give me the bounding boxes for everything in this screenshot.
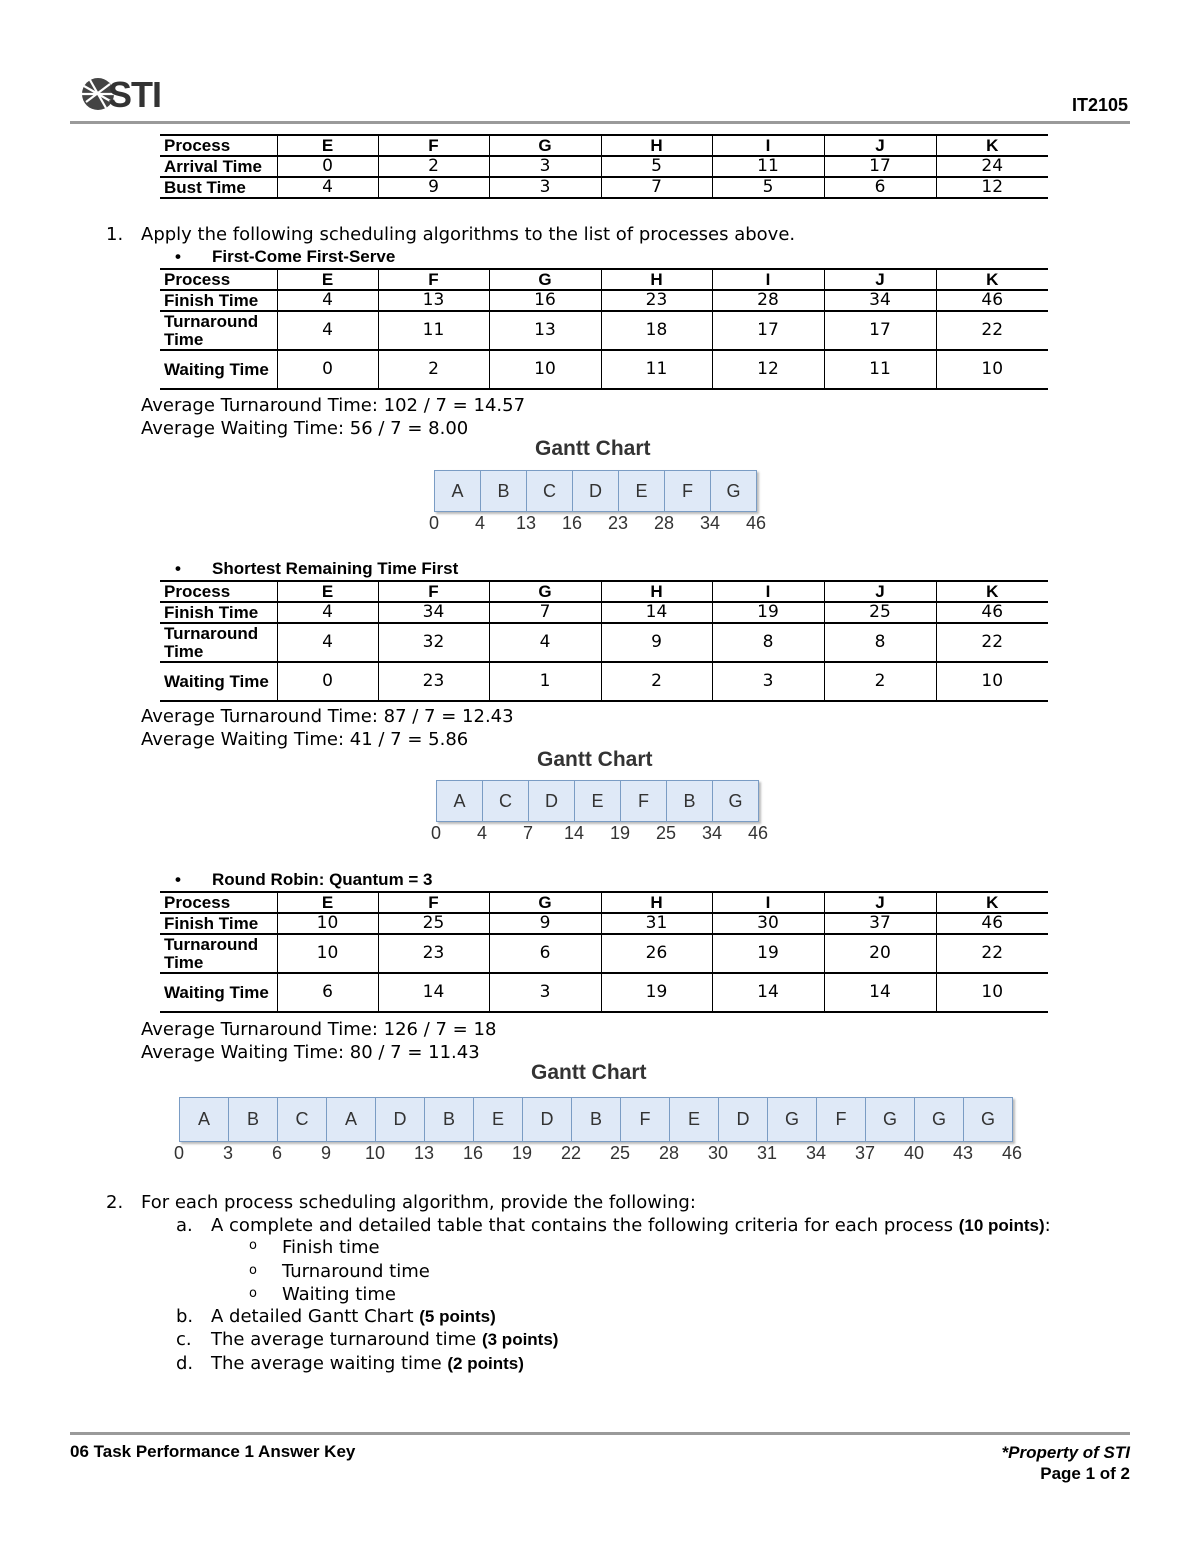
fcfs-title: First-Come First-Serve	[212, 247, 396, 266]
table-header: J	[824, 135, 936, 156]
table-cell: 4	[277, 311, 378, 350]
table-header: F	[378, 892, 489, 913]
table-row	[160, 892, 1048, 913]
table-row	[160, 177, 1048, 198]
table-cell: 8	[824, 623, 936, 662]
gantt-cell: G	[866, 1098, 915, 1141]
table-header: H	[601, 135, 712, 156]
course-code: IT2105	[1071, 95, 1128, 115]
table-cell: 14	[824, 973, 936, 1012]
table-header: F	[378, 135, 489, 156]
table-cell: 13	[489, 311, 601, 350]
gantt-tick-label: 19	[511, 1143, 533, 1163]
gantt-tick-label: 28	[653, 513, 675, 533]
gantt-cell: D	[719, 1098, 768, 1141]
table-cell: Waiting Time	[160, 350, 277, 389]
table-cell: 22	[936, 623, 1048, 662]
sti-logo	[80, 72, 170, 116]
gantt-cell: F	[665, 471, 711, 511]
table-cell: 14	[378, 973, 489, 1012]
table-cell: 3	[489, 177, 601, 198]
q2-b-line	[211, 1306, 496, 1327]
table-cell: 19	[712, 934, 824, 973]
srtf-avg-turnaround: Average Turnaround Time: 87 / 7 = 12.43	[141, 706, 514, 727]
table-cell: 11	[824, 350, 936, 389]
rr-gantt-title: Gantt Chart	[531, 1061, 647, 1084]
table-row	[160, 269, 1048, 290]
gantt-tick-label: 34	[805, 1143, 827, 1163]
fcfs-avg-turnaround: Average Turnaround Time: 102 / 7 = 14.57	[141, 395, 526, 416]
circle-bullet-icon: o	[249, 1263, 257, 1278]
table-header: J	[824, 269, 936, 290]
question-1-text: Apply the following scheduling algorithms to the list of processes above.	[141, 224, 796, 245]
table-cell: 10	[936, 973, 1048, 1012]
gantt-cell: B	[481, 471, 527, 511]
footer-title: 06 Task Performance 1 Answer Key	[70, 1442, 356, 1461]
rr-gantt-ticks	[173, 1143, 1039, 1167]
q2-a-item: Waiting time	[282, 1284, 396, 1305]
table-row	[160, 934, 1048, 973]
q2-a-text: A complete and detailed table that contains the following criteria for each process	[211, 1215, 959, 1236]
table-cell: 46	[936, 290, 1048, 311]
table-cell: Waiting Time	[160, 662, 277, 701]
gantt-tick-label: 43	[952, 1143, 974, 1163]
rr-avg-waiting: Average Waiting Time: 80 / 7 = 11.43	[141, 1042, 480, 1063]
table-cell: 17	[824, 156, 936, 177]
q2-c-line	[211, 1329, 558, 1350]
table-header: E	[277, 581, 378, 602]
table-header: J	[824, 581, 936, 602]
gantt-tick-label: 16	[561, 513, 583, 533]
bullet-icon: •	[175, 247, 181, 266]
table-cell: 3	[489, 973, 601, 1012]
table-cell: 25	[824, 602, 936, 623]
table-cell: 0	[277, 156, 378, 177]
table-cell: 23	[601, 290, 712, 311]
gantt-tick-label: 30	[707, 1143, 729, 1163]
table-header: I	[712, 581, 824, 602]
footer-right	[1002, 1442, 1130, 1484]
table-cell: 23	[378, 662, 489, 701]
table-cell: 28	[712, 290, 824, 311]
gantt-tick-label: 22	[560, 1143, 582, 1163]
circle-bullet-icon: o	[249, 1286, 257, 1301]
gantt-tick-label: 13	[515, 513, 537, 533]
table-cell: 2	[378, 156, 489, 177]
gantt-cell: C	[527, 471, 573, 511]
gantt-tick-label: 40	[903, 1143, 925, 1163]
rr-avg-turnaround: Average Turnaround Time: 126 / 7 = 18	[141, 1019, 497, 1040]
table-row	[160, 311, 1048, 350]
rr-table	[160, 891, 1048, 1013]
table-row	[160, 973, 1048, 1012]
table-header: H	[601, 581, 712, 602]
q2-b-label: b.	[176, 1306, 194, 1327]
table-cell: 23	[378, 934, 489, 973]
table-cell: Waiting Time	[160, 973, 277, 1012]
gantt-tick-label: 16	[462, 1143, 484, 1163]
rr-gantt-chart	[179, 1097, 1013, 1142]
process-table	[160, 134, 1048, 199]
srtf-gantt-title: Gantt Chart	[537, 748, 653, 771]
gantt-tick-label: 9	[320, 1143, 332, 1163]
gantt-tick-label: 25	[609, 1143, 631, 1163]
gantt-cell: B	[667, 781, 713, 821]
table-cell: 13	[378, 290, 489, 311]
gantt-tick-label: 25	[655, 823, 677, 843]
question-1-number: 1.	[106, 224, 124, 245]
table-cell: 4	[277, 290, 378, 311]
table-cell: 6	[489, 934, 601, 973]
table-cell: 9	[378, 177, 489, 198]
table-cell: 11	[601, 350, 712, 389]
table-cell: Finish Time	[160, 290, 277, 311]
table-cell: 4	[277, 177, 378, 198]
table-row	[160, 156, 1048, 177]
gantt-cell: D	[573, 471, 619, 511]
table-cell: 46	[936, 913, 1048, 934]
table-cell: 16	[489, 290, 601, 311]
gantt-tick-label: 7	[522, 823, 534, 843]
gantt-cell: E	[670, 1098, 719, 1141]
table-header: Process	[160, 581, 277, 602]
table-cell: 5	[601, 156, 712, 177]
q2-c-label: c.	[176, 1329, 192, 1350]
gantt-cell: B	[229, 1098, 278, 1141]
table-header: G	[489, 892, 601, 913]
q2-d-text: The average waiting time	[211, 1353, 448, 1374]
srtf-gantt-ticks	[430, 823, 776, 847]
gantt-tick-label: 0	[173, 1143, 185, 1163]
table-cell: 12	[936, 177, 1048, 198]
table-row	[160, 602, 1048, 623]
gantt-tick-label: 46	[745, 513, 767, 533]
gantt-tick-label: 37	[854, 1143, 876, 1163]
q2-b-points: (5 points)	[419, 1307, 496, 1326]
gantt-cell: D	[523, 1098, 572, 1141]
table-cell: 2	[378, 350, 489, 389]
table-cell: 14	[601, 602, 712, 623]
table-cell: 0	[277, 662, 378, 701]
rr-title: Round Robin: Quantum = 3	[212, 870, 433, 889]
q2-a-label: a.	[176, 1215, 193, 1236]
q2-d-points: (2 points)	[447, 1354, 524, 1373]
table-cell: 3	[489, 156, 601, 177]
table-cell: 10	[489, 350, 601, 389]
table-header: F	[378, 581, 489, 602]
table-cell: 2	[824, 662, 936, 701]
table-header: K	[936, 892, 1048, 913]
table-cell: Turnaround Time	[160, 311, 277, 350]
q2-d-line	[211, 1353, 524, 1374]
table-cell: 34	[824, 290, 936, 311]
srtf-title: Shortest Remaining Time First	[212, 559, 459, 578]
gantt-cell: G	[980, 1109, 995, 1129]
gantt-cell: F	[817, 1098, 866, 1141]
table-row	[160, 662, 1048, 701]
fcfs-avg-waiting: Average Waiting Time: 56 / 7 = 8.00	[141, 418, 469, 439]
gantt-cell: E	[474, 1098, 523, 1141]
gantt-tick-label: 4	[476, 823, 488, 843]
table-cell: 1	[489, 662, 601, 701]
gantt-tick-label: 3	[222, 1143, 234, 1163]
table-cell: 9	[601, 623, 712, 662]
gantt-tick-label: 13	[413, 1143, 435, 1163]
table-cell: 19	[712, 602, 824, 623]
table-row	[160, 623, 1048, 662]
table-cell: 8	[712, 623, 824, 662]
table-header: H	[601, 892, 712, 913]
table-header: I	[712, 135, 824, 156]
question-2-number: 2.	[106, 1192, 124, 1213]
gantt-cell: E	[575, 781, 621, 821]
table-cell: 37	[824, 913, 936, 934]
table-header: H	[601, 269, 712, 290]
footer-page-number: Page 1 of 2	[1040, 1464, 1130, 1483]
header-divider	[70, 121, 1130, 124]
q2-a-item: Turnaround time	[282, 1261, 430, 1282]
gantt-tick-label: 4	[474, 513, 486, 533]
gantt-cell: G	[915, 1098, 964, 1141]
table-cell: 10	[277, 934, 378, 973]
q2-a-colon: :	[1044, 1215, 1051, 1236]
table-cell: 6	[824, 177, 936, 198]
table-cell: Bust Time	[160, 177, 277, 198]
table-cell: 9	[489, 913, 601, 934]
gantt-tick-label: 28	[658, 1143, 680, 1163]
gantt-cell: D	[529, 781, 575, 821]
table-header: F	[378, 269, 489, 290]
table-header: J	[824, 892, 936, 913]
table-cell: 4	[489, 623, 601, 662]
circle-bullet-icon: o	[249, 1238, 257, 1253]
gantt-tick-label: 6	[271, 1143, 283, 1163]
table-header: Process	[160, 135, 277, 156]
table-cell: 10	[277, 913, 378, 934]
table-cell: 20	[824, 934, 936, 973]
table-cell: 5	[712, 177, 824, 198]
question-2-text: For each process scheduling algorithm, provide the following:	[141, 1192, 696, 1213]
q2-d-label: d.	[176, 1353, 194, 1374]
table-cell: 4	[277, 602, 378, 623]
table-cell: Finish Time	[160, 602, 277, 623]
gantt-tick-label: 19	[609, 823, 631, 843]
table-header: I	[712, 269, 824, 290]
table-cell: 7	[601, 177, 712, 198]
table-cell: 46	[936, 602, 1048, 623]
gantt-cell: C	[483, 781, 529, 821]
table-cell: 0	[277, 350, 378, 389]
table-cell: 17	[712, 311, 824, 350]
table-cell: 3	[712, 662, 824, 701]
gantt-cell: F	[621, 781, 667, 821]
gantt-cell: C	[278, 1098, 327, 1141]
bullet-icon: •	[175, 559, 181, 578]
gantt-tick-label: 34	[701, 823, 723, 843]
q2-b-text: A detailed Gantt Chart	[211, 1306, 420, 1327]
gantt-cell: G	[728, 790, 743, 811]
gantt-tick-label: 46	[1001, 1143, 1023, 1163]
q2-a-points: (10 points)	[958, 1216, 1045, 1235]
fcfs-gantt-ticks	[428, 513, 774, 537]
gantt-cell: B	[425, 1098, 474, 1141]
footer-property: *Property of STI	[1001, 1443, 1130, 1462]
table-cell: 11	[712, 156, 824, 177]
table-header: G	[489, 269, 601, 290]
table-cell: Arrival Time	[160, 156, 277, 177]
table-header: Process	[160, 269, 277, 290]
gantt-cell: A	[435, 471, 481, 511]
table-cell: 10	[936, 662, 1048, 701]
gantt-cell: G	[768, 1098, 817, 1141]
table-cell: 6	[277, 973, 378, 1012]
fcfs-gantt-chart	[434, 470, 757, 512]
table-header: I	[712, 892, 824, 913]
table-cell: 7	[489, 602, 601, 623]
q2-c-points: (3 points)	[481, 1330, 559, 1349]
table-cell: 12	[712, 350, 824, 389]
srtf-avg-waiting: Average Waiting Time: 41 / 7 = 5.86	[141, 729, 469, 750]
table-header: K	[936, 269, 1048, 290]
table-cell: 17	[824, 311, 936, 350]
table-header: G	[489, 581, 601, 602]
table-cell: 26	[601, 934, 712, 973]
gantt-tick-label: 46	[747, 823, 769, 843]
gantt-tick-label: 0	[428, 513, 440, 533]
table-row	[160, 350, 1048, 389]
table-cell: 22	[936, 311, 1048, 350]
srtf-table	[160, 580, 1048, 702]
table-cell: 24	[936, 156, 1048, 177]
table-cell: 18	[601, 311, 712, 350]
table-cell: Turnaround Time	[160, 934, 277, 973]
gantt-cell: D	[376, 1098, 425, 1141]
footer-divider	[70, 1432, 1130, 1435]
gantt-tick-label: 10	[364, 1143, 386, 1163]
gantt-cell: G	[726, 480, 741, 501]
table-cell: 19	[601, 973, 712, 1012]
srtf-gantt-chart	[436, 780, 759, 822]
gantt-cell: A	[437, 781, 483, 821]
table-cell: 2	[601, 662, 712, 701]
gantt-tick-label: 23	[607, 513, 629, 533]
table-cell: 22	[936, 934, 1048, 973]
table-cell: 30	[712, 913, 824, 934]
table-cell: 25	[378, 913, 489, 934]
q2-a-line	[211, 1215, 1051, 1236]
table-cell: 32	[378, 623, 489, 662]
gantt-cell: E	[619, 471, 665, 511]
q2-c-text: The average turnaround time	[211, 1329, 482, 1350]
table-cell: 31	[601, 913, 712, 934]
table-header: E	[277, 135, 378, 156]
table-row	[160, 135, 1048, 156]
table-cell: 11	[378, 311, 489, 350]
table-cell: 4	[277, 623, 378, 662]
gantt-tick-label: 31	[756, 1143, 778, 1163]
bullet-icon: •	[175, 870, 181, 889]
q2-a-item: Finish time	[282, 1237, 380, 1258]
table-cell: 14	[712, 973, 824, 1012]
table-header: K	[936, 135, 1048, 156]
table-header: K	[936, 581, 1048, 602]
fcfs-table	[160, 268, 1048, 390]
table-row	[160, 581, 1048, 602]
table-cell: 10	[936, 350, 1048, 389]
table-header: E	[277, 892, 378, 913]
table-row	[160, 913, 1048, 934]
gantt-cell: A	[327, 1098, 376, 1141]
gantt-tick-label: 14	[563, 823, 585, 843]
table-row	[160, 290, 1048, 311]
logo-text: STI	[108, 74, 162, 115]
table-header: E	[277, 269, 378, 290]
table-cell: 34	[378, 602, 489, 623]
table-header: Process	[160, 892, 277, 913]
table-header: G	[489, 135, 601, 156]
gantt-tick-label: 34	[699, 513, 721, 533]
fcfs-gantt-title: Gantt Chart	[535, 437, 651, 460]
gantt-cell: F	[621, 1098, 670, 1141]
table-cell: Turnaround Time	[160, 623, 277, 662]
table-cell: Finish Time	[160, 913, 277, 934]
gantt-tick-label: 0	[430, 823, 442, 843]
gantt-cell: A	[180, 1098, 229, 1141]
gantt-cell: B	[572, 1098, 621, 1141]
